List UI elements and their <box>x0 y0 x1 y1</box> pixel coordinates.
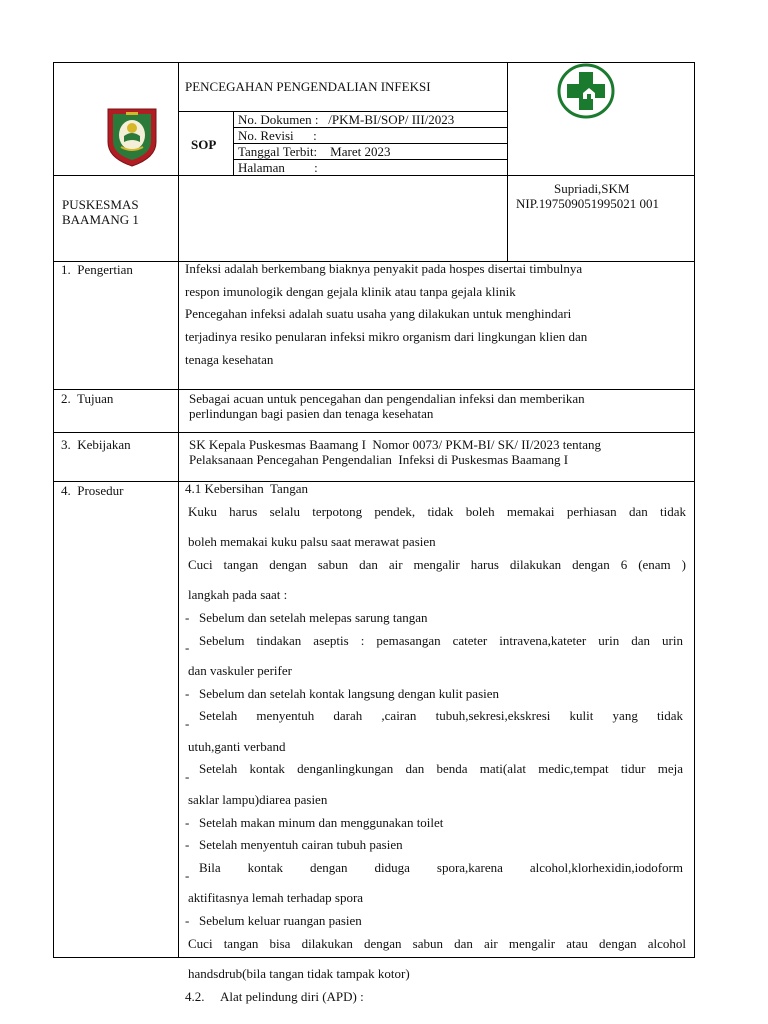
prosedur-line-text: Bila kontak dengan diduga spora,karena alcohol,klorhexidin,iodoform <box>199 859 683 875</box>
page-field: Halaman : <box>238 160 318 175</box>
institution-name-line2: BAAMANG 1 <box>62 212 139 227</box>
document-title: PENCEGAHAN PENGENDALIAN INFEKSI <box>185 79 431 94</box>
regional-emblem-logo <box>106 106 158 168</box>
signer-name: Supriadi,SKM <box>554 181 630 196</box>
prosedur-line-text: aktifitasnya lemah terhadap spora <box>188 890 364 906</box>
prosedur-line-text: utuh,ganti verband <box>188 738 286 754</box>
doc-number-field: No. Dokumen : /PKM-BI/SOP/ III/2023 <box>238 112 455 127</box>
kebijakan-line: SK Kepala Puskesmas Baamang I Nomor 0073/ PKM-BI/ SK/ II/2023 tentang <box>189 437 601 452</box>
prosedur-line <box>185 910 686 933</box>
prosedur-line-text: saklar lampu)diarea pasien <box>188 791 328 807</box>
prosedur-line <box>185 789 686 812</box>
prosedur-line <box>185 986 686 1009</box>
regional-emblem-icon <box>106 106 158 168</box>
pengertian-line: Infeksi adalah berkembang biaknya penyakit pada hospes disertai timbulnya <box>185 261 583 276</box>
row-divider-kebijakan <box>53 432 695 433</box>
prosedur-line-text: 4.2. Alat pelindung diri (APD) : <box>185 988 364 1004</box>
prosedur-line <box>185 887 686 910</box>
tujuan-line: perlindungan bagi pasien dan tenaga kesehatan <box>189 406 434 421</box>
section-label-pengertian: 1. Pengertian <box>61 262 133 277</box>
prosedur-line-text: Sebelum dan setelah melepas sarung tangan <box>199 609 428 625</box>
header-divider <box>53 175 695 176</box>
pengertian-line: Pencegahan infeksi adalah suatu usaha yang dilakukan untuk menghindari <box>185 306 572 322</box>
section-label-prosedur: 4. Prosedur <box>61 483 124 498</box>
bullet-dash: - <box>185 913 190 929</box>
table-border-right <box>694 62 695 958</box>
prosedur-line <box>185 812 686 835</box>
prosedur-line <box>185 683 686 706</box>
prosedur-line <box>185 554 686 584</box>
section-label-kebijakan: 3. Kebijakan <box>61 437 131 452</box>
prosedur-line-text: Kuku harus selalu terpotong pendek, tidak boleh memakai perhiasan dan tidak <box>188 503 686 519</box>
prosedur-line-text: Cuci tangan bisa dilakukan dengan sabun dan air mengalir atau dengan alcohol <box>188 935 686 951</box>
bullet-dash: - <box>185 609 190 625</box>
prosedur-line <box>185 933 686 963</box>
tujuan-line: Sebagai acuan untuk pencegahan dan pengendalian infeksi dan memberikan <box>189 391 585 406</box>
prosedur-line <box>185 584 686 607</box>
prosedur-line <box>185 607 686 630</box>
section-label-tujuan: 2. Tujuan <box>61 391 114 406</box>
prosedur-line <box>185 705 686 735</box>
prosedur-content <box>185 478 686 1009</box>
prosedur-line <box>185 478 686 501</box>
prosedur-line-text: langkah pada saat : <box>188 587 288 603</box>
prosedur-line-text: 4.1 Kebersihan Tangan <box>185 481 309 496</box>
row-divider-tujuan <box>53 389 695 390</box>
prosedur-line <box>185 531 686 554</box>
prosedur-line <box>185 963 686 986</box>
kebijakan-content <box>189 437 601 467</box>
pengertian-content <box>185 258 685 372</box>
prosedur-line-text: Setelah menyentuh cairan tubuh pasien <box>199 837 403 853</box>
sop-label: SOP <box>191 137 217 152</box>
bullet-dash: - <box>185 685 190 701</box>
prosedur-line-text: Setelah menyentuh darah ,cairan tubuh,sekresi,ekskresi kulit yang tidak <box>199 708 683 724</box>
prosedur-line-text: Sebelum keluar ruangan pasien <box>199 913 362 929</box>
bullet-dash: - <box>185 867 190 883</box>
issue-date-field: Tanggal Terbit: Maret 2023 <box>238 144 391 159</box>
prosedur-line <box>185 758 686 788</box>
prosedur-line <box>185 736 686 759</box>
prosedur-line <box>185 660 686 683</box>
bullet-dash: - <box>185 716 190 732</box>
pengertian-line: tenaga kesehatan <box>185 351 274 367</box>
prosedur-line <box>185 501 686 531</box>
prosedur-line-text: handsdrub(bila tangan tidak tampak kotor) <box>188 966 410 982</box>
tujuan-content <box>189 391 585 421</box>
kebijakan-line: Pelaksanaan Pencegahan Pengendalian Infeksi di Puskesmas Baamang I <box>189 452 569 467</box>
table-border-left <box>53 62 54 958</box>
bullet-dash: - <box>185 814 190 830</box>
bullet-dash: - <box>185 837 190 853</box>
prosedur-line-text: Setelah kontak denganlingkungan dan benda mati(alat medic,tempat tidur meja <box>199 761 683 777</box>
prosedur-line <box>185 630 686 660</box>
prosedur-line-text: dan vaskuler perifer <box>188 662 292 678</box>
bullet-dash: - <box>185 640 190 656</box>
prosedur-line-text: boleh memakai kuku palsu saat merawat pasien <box>188 534 436 550</box>
column-divider-label <box>178 62 179 958</box>
prosedur-line-text: Sebelum dan setelah kontak langsung dengan kulit pasien <box>199 685 500 701</box>
prosedur-line <box>185 857 686 887</box>
institution-name-line1: PUSKESMAS <box>62 197 139 212</box>
prosedur-line <box>185 834 686 857</box>
green-cross-icon <box>557 63 615 119</box>
column-divider-logo <box>507 62 508 262</box>
puskesmas-logo <box>557 63 615 119</box>
signer-nip: NIP.197509051995021 001 <box>516 196 660 211</box>
pengertian-line: terjadinya resiko penularan infeksi mikro organism dari lingkungan klien dan <box>185 329 588 345</box>
prosedur-line-text: Cuci tangan dengan sabun dan air mengalir harus dilakukan dengan 6 (enam ) <box>188 556 686 572</box>
bullet-dash: - <box>185 769 190 785</box>
revision-field: No. Revisi : <box>238 128 317 143</box>
prosedur-line-text: Sebelum tindakan aseptis : pemasangan cateter intravena,kateter urin dan urin <box>199 632 683 648</box>
prosedur-line-text: Setelah makan minum dan menggunakan toilet <box>199 814 444 830</box>
pengertian-line: respon imunologik dengan gejala klinik atau tanpa gejala klinik <box>185 283 516 299</box>
